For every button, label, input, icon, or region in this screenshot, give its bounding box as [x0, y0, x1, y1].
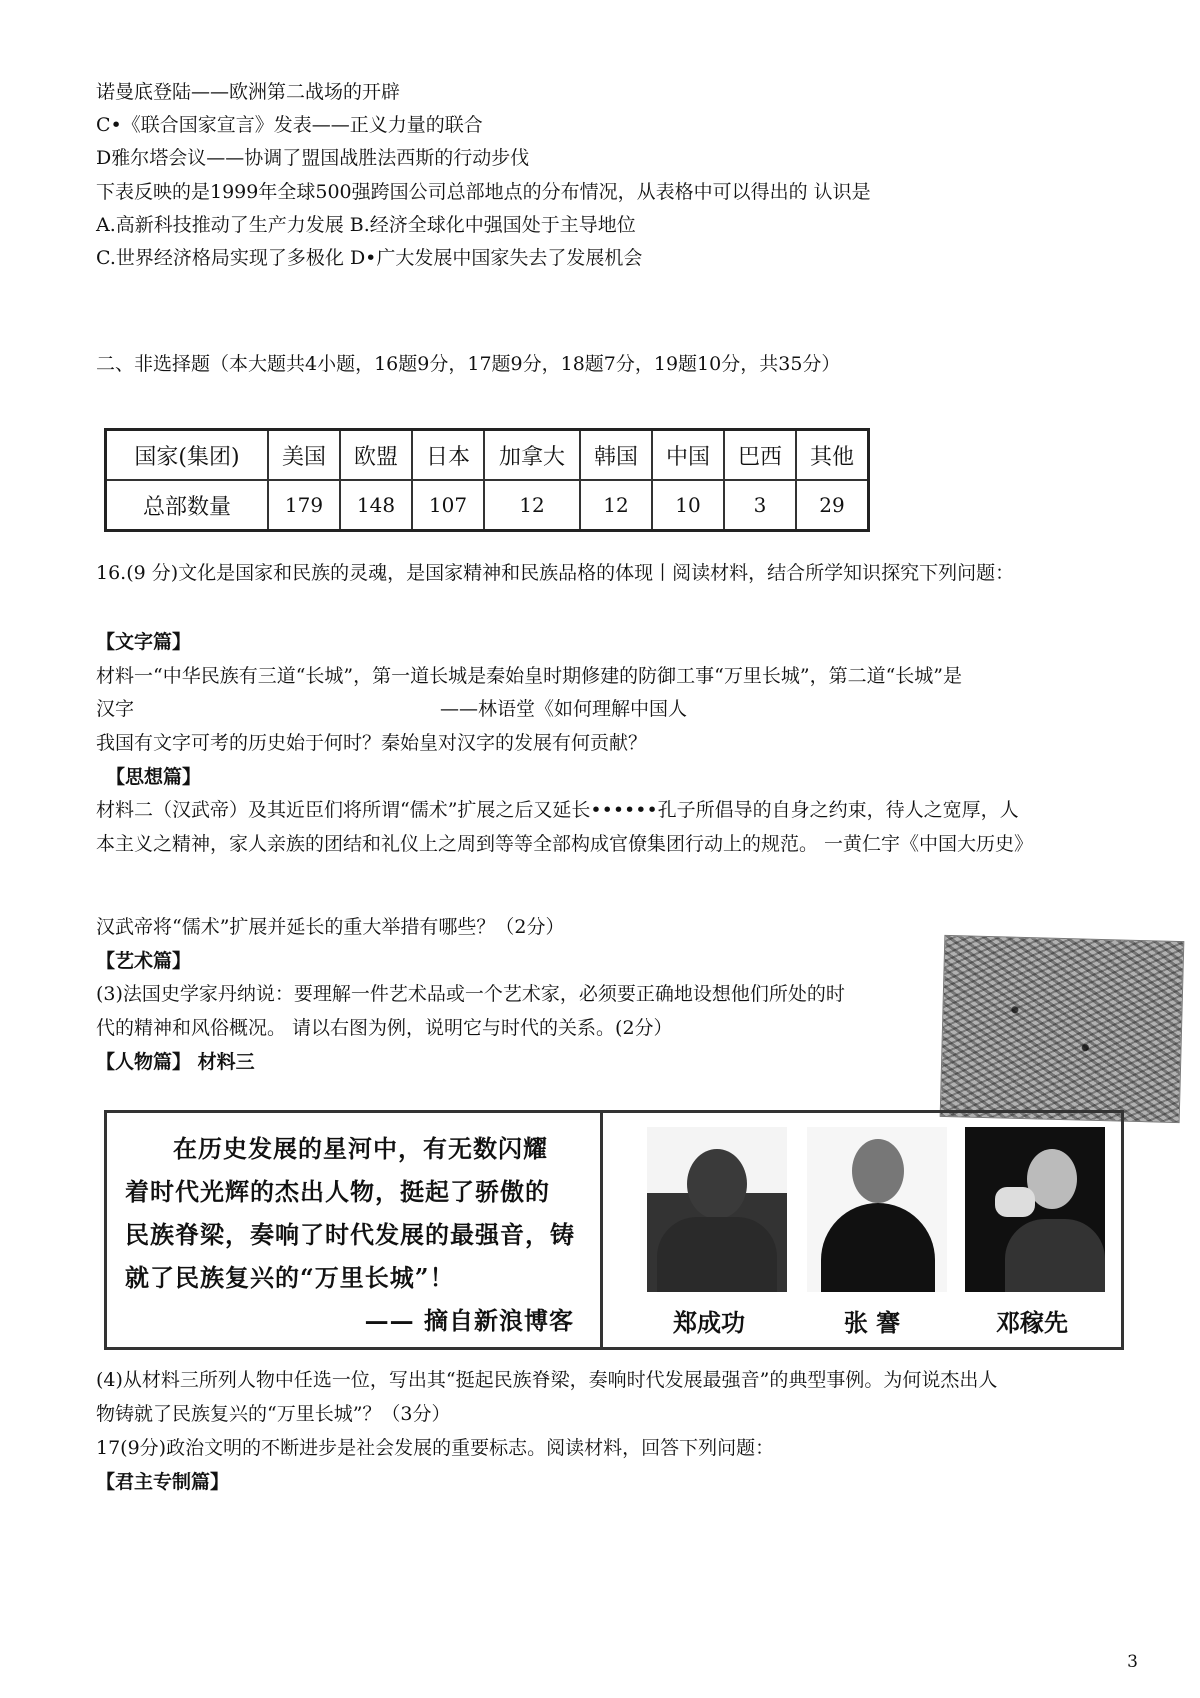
table-cell-count: 107 [412, 480, 484, 531]
heading-yishu: 【艺术篇】 [96, 950, 192, 972]
table-cell-country: 中国 [652, 430, 724, 481]
quote-line: 就了民族复兴的“万里长城”！ [125, 1263, 455, 1292]
question-16-stem: 16.(9 分)文化是国家和民族的灵魂，是国家精神和民族品格的体现丨阅读材料，结合所学知识探究下列问题： [96, 562, 1015, 584]
section-2-heading: 二、非选择题（本大题共4小题，16题9分，17题9分，18题7分，19题10分，共35分） [96, 353, 841, 375]
table-cell-count: 148 [340, 480, 412, 531]
table-cell-count: 12 [580, 480, 652, 531]
face-shape [852, 1139, 904, 1203]
coat-shape [1005, 1219, 1105, 1292]
quote-line: 在历史发展的星河中，有无数闪耀 [173, 1134, 548, 1163]
table-row [106, 430, 869, 481]
material-3-box [104, 1110, 1124, 1350]
option-d-line: D雅尔塔会议——协调了盟国战胜法西斯的行动步伐 [96, 147, 530, 169]
quote-line: 民族脊梁，奏响了时代发展的最强音，铸 [125, 1220, 575, 1249]
painting-image [940, 935, 1185, 1123]
question-17-stem: 17(9分)政治文明的不断进步是社会发展的重要标志。阅读材料，回答下列问题： [96, 1437, 775, 1459]
page-number: 3 [1127, 1652, 1138, 1672]
question-16-1: 我国有文字可考的历史始于何时？秦始皇对汉字的发展有何贡献？ [96, 732, 648, 754]
material-1-line-2: 汉字 [96, 698, 135, 720]
table-cell-count: 29 [796, 480, 869, 531]
question-16-3-line-2: 代的精神和风俗概况。 请以右图为例，说明它与时代的关系。(2分） [96, 1017, 673, 1039]
table-cell-country: 加拿大 [484, 430, 580, 481]
helmet-shape [687, 1149, 747, 1219]
robe-shape [821, 1203, 935, 1292]
table-cell-country: 韩国 [580, 430, 652, 481]
material-3-quote [107, 1113, 603, 1347]
table-cell-count: 10 [652, 480, 724, 531]
table-row [106, 480, 869, 531]
material-2-line-2: 本主义之精神，家人亲族的团结和礼仪上之周到等等全部构成官僚集团行动上的规范。 一黄仁宇《中国大历史》 [96, 833, 1034, 855]
quote-source: —— 摘自新浪博客 [364, 1306, 574, 1335]
table-cell-country: 其他 [796, 430, 869, 481]
material-2-line-1: 材料二（汉武帝）及其近臣们将所谓“儒术”扩展之后又延长••••••孔子所倡导的自身之约束，待人之宽厚，人 [96, 799, 1019, 821]
portrait-deng-jiaxian [965, 1127, 1105, 1292]
heading-renwu: 【人物篇】 材料三 [96, 1051, 255, 1073]
table-row-label: 总部数量 [106, 480, 269, 531]
table-header-label: 国家(集团) [106, 430, 269, 481]
quote-line: 着时代光辉的杰出人物，挺起了骄傲的 [125, 1177, 550, 1206]
option-c-line: C•《联合国家宣言》发表——正义力量的联合 [96, 114, 483, 136]
question-15-stem: 下表反映的是1999年全球500强跨国公司总部地点的分布情况，从表格中可以得出的 认识是 [96, 181, 871, 203]
label-deng-jiaxian: 邓稼先 [996, 1308, 1068, 1337]
table-cell-count: 12 [484, 480, 580, 531]
heading-junzhu: 【君主专制篇】 [96, 1471, 230, 1493]
headquarters-table [104, 428, 870, 532]
question-16-3-line-1: (3)法国史学家丹纳说：要理解一件艺术品或一个艺术家，必须要正确地设想他们所处的时 [96, 983, 845, 1005]
option-b-line: 诺曼底登陆——欧洲第二战场的开辟 [96, 81, 401, 103]
question-15-options-ab: A.高新科技推动了生产力发展 B.经济全球化中强国处于主导地位 [96, 214, 636, 236]
question-15-options-cd: C.世界经济格局实现了多极化 D•广大发展中国家失去了发展机会 [96, 247, 643, 269]
label-zheng-chenggong: 郑成功 [673, 1308, 745, 1337]
material-1-source: ——林语堂《如何理解中国人 [440, 698, 688, 720]
table-cell-country: 美国 [268, 430, 340, 481]
table-cell-country: 巴西 [724, 430, 796, 481]
table-cell-count: 3 [724, 480, 796, 531]
table-cell-country: 欧盟 [340, 430, 412, 481]
question-16-4-line-1: (4)从材料三所列人物中任选一位，写出其“挺起民族脊梁，奏响时代发展最强音”的典型事例。为何说杰出人 [96, 1369, 998, 1391]
question-16-2: 汉武帝将“儒术”扩展并延长的重大举措有哪些？（2分） [96, 916, 565, 938]
heading-wenzi: 【文字篇】 [96, 631, 192, 653]
question-16-4-line-2: 物铸就了民族复兴的“万里长城”？（3分） [96, 1403, 451, 1425]
portrait-zhang-jian [807, 1127, 947, 1292]
hands-shape [995, 1187, 1035, 1217]
table-cell-country: 日本 [412, 430, 484, 481]
label-zhang-jian: 张 謇 [843, 1308, 901, 1337]
material-1-line-1: 材料一“中华民族有三道“长城”，第一道长城是秦始皇时期修建的防御工事“万里长城”，第二道“长城”是 [96, 665, 962, 687]
armor-shape [657, 1217, 777, 1292]
portrait-zheng-chenggong [647, 1127, 787, 1292]
heading-sixiang: 【思想篇】 [106, 766, 202, 788]
table-cell-count: 179 [268, 480, 340, 531]
